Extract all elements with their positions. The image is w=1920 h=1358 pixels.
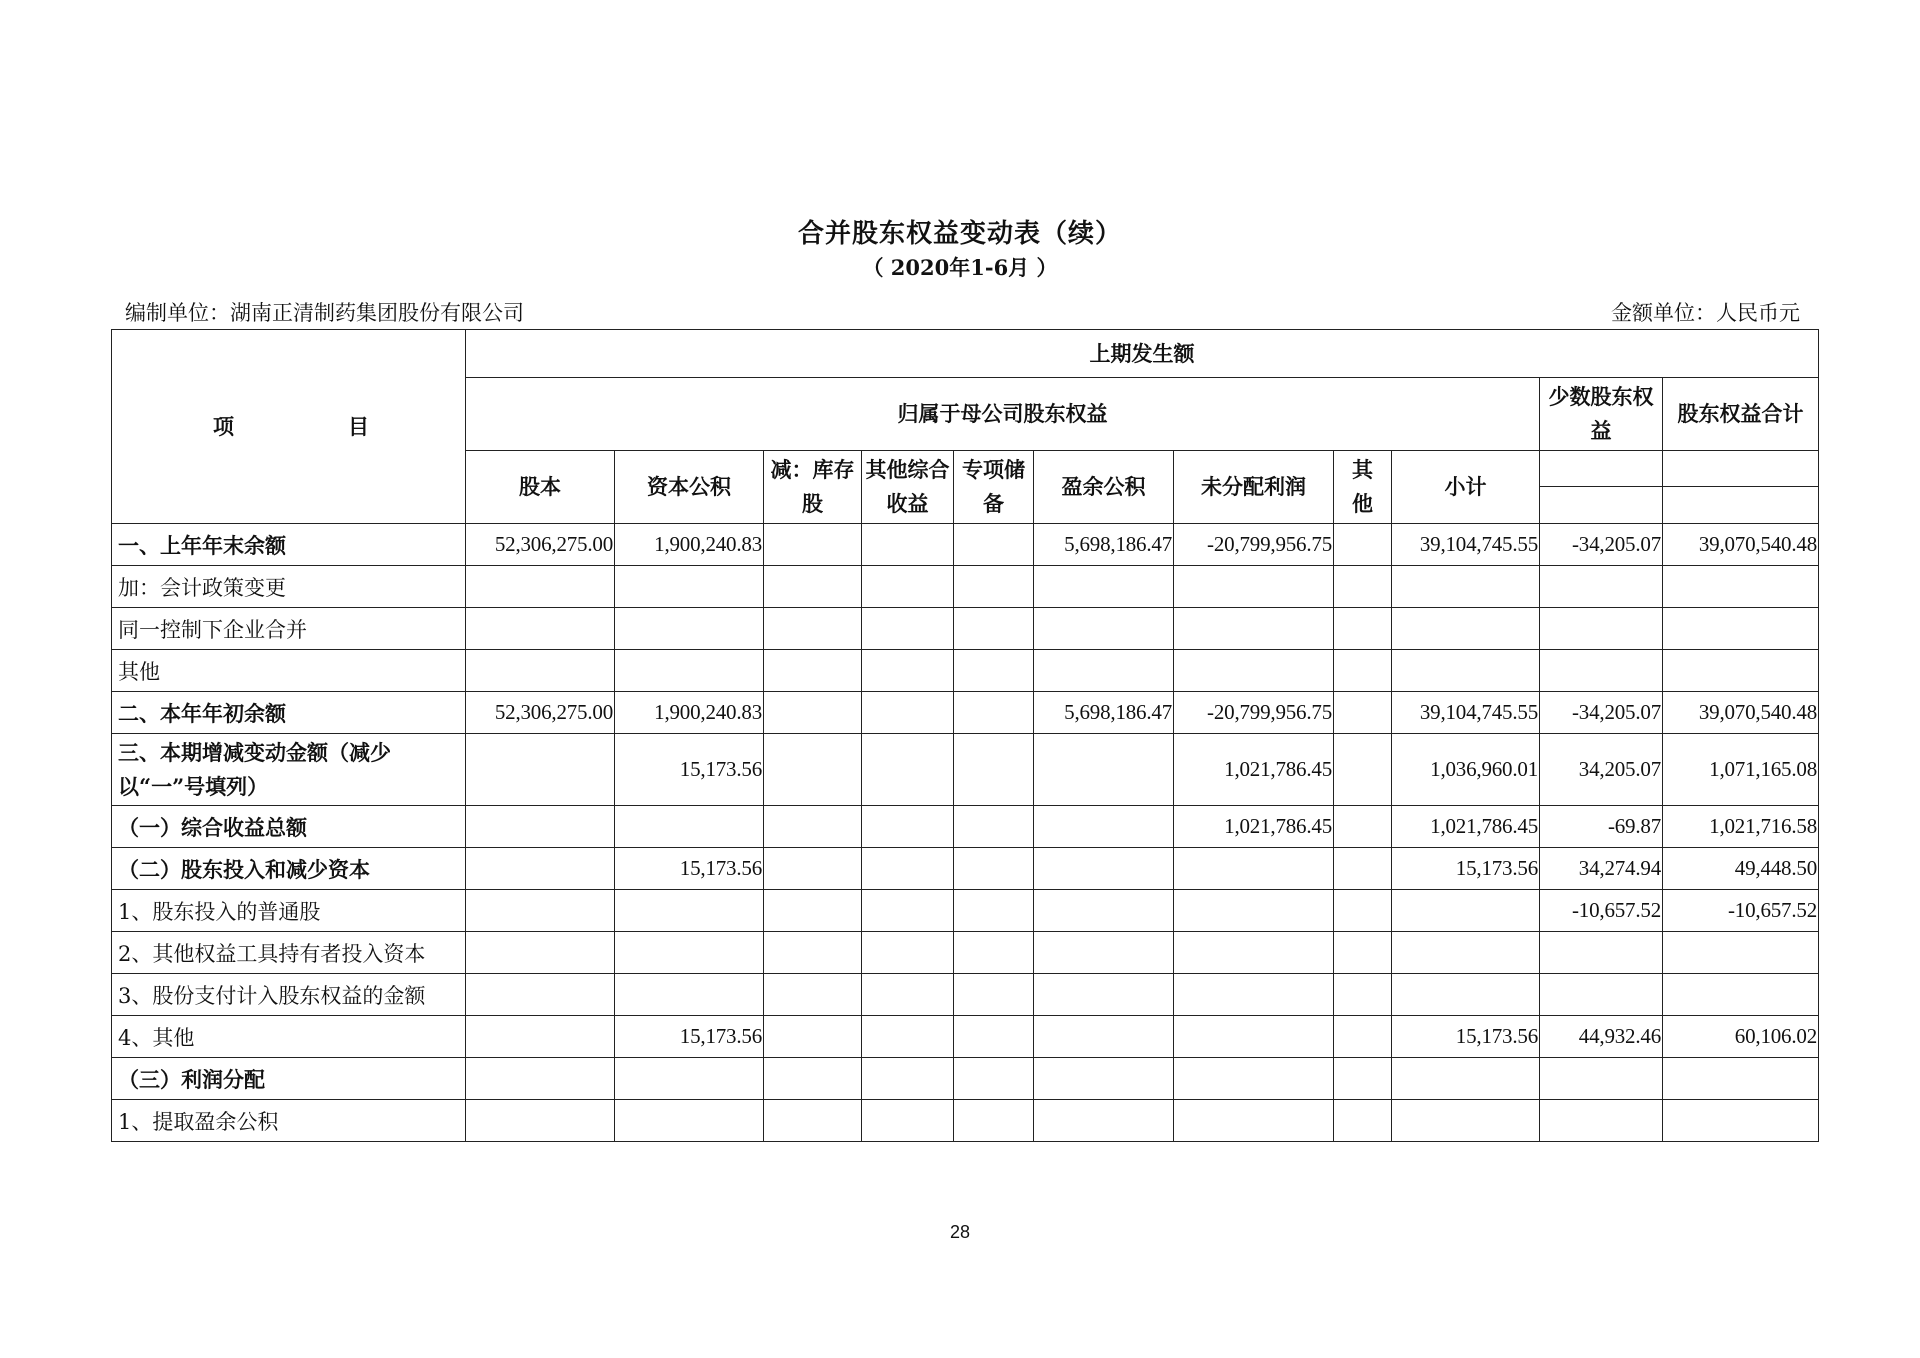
page-number: 28 xyxy=(949,1222,971,1242)
row-label: 其他 xyxy=(112,650,466,692)
value-cell: 15,173.56 xyxy=(615,734,764,806)
value-cell: 39,104,745.55 xyxy=(1392,524,1540,566)
value-cell xyxy=(954,1016,1034,1058)
company-name: 编制单位：湖南正清制药集团股份有限公司 xyxy=(125,301,524,325)
table-row xyxy=(112,1016,1819,1058)
value-cell xyxy=(954,806,1034,848)
row-label: 二、本年年初余额 xyxy=(112,692,466,734)
row-label: （二）股东投入和减少资本 xyxy=(112,848,466,890)
value-cell xyxy=(1174,566,1334,608)
value-cell xyxy=(1663,1058,1819,1100)
value-cell: 52,306,275.00 xyxy=(466,524,615,566)
value-cell: 15,173.56 xyxy=(615,1016,764,1058)
row-label: （一）综合收益总额 xyxy=(112,806,466,848)
value-cell xyxy=(954,1058,1034,1100)
value-cell xyxy=(862,932,954,974)
value-cell xyxy=(466,932,615,974)
value-cell xyxy=(764,566,862,608)
value-cell xyxy=(764,932,862,974)
value-cell xyxy=(615,806,764,848)
value-cell xyxy=(1663,974,1819,1016)
value-cell xyxy=(1174,1058,1334,1100)
value-cell xyxy=(764,692,862,734)
value-cell xyxy=(1334,650,1392,692)
row-label: 3、股份支付计入股东权益的金额 xyxy=(112,974,466,1016)
value-cell xyxy=(1392,890,1540,932)
value-cell xyxy=(862,806,954,848)
equity-change-table xyxy=(111,329,1819,1142)
value-cell: -20,799,956.75 xyxy=(1174,524,1334,566)
value-cell xyxy=(862,608,954,650)
row-label: 三、本期增减变动金额（减少以“一”号填列） xyxy=(112,734,466,806)
value-cell xyxy=(1174,890,1334,932)
value-cell: 60,106.02 xyxy=(1663,1016,1819,1058)
total-subheader-blank xyxy=(1663,451,1819,487)
value-cell xyxy=(954,890,1034,932)
value-cell xyxy=(1334,932,1392,974)
value-cell xyxy=(466,1016,615,1058)
col-header: 资本公积 xyxy=(615,451,764,524)
total-subheader-blank xyxy=(1663,487,1819,524)
value-cell xyxy=(1540,608,1663,650)
value-cell: 1,021,716.58 xyxy=(1663,806,1819,848)
value-cell xyxy=(466,806,615,848)
period-header: 上期发生额 xyxy=(466,330,1819,378)
value-cell: -20,799,956.75 xyxy=(1174,692,1334,734)
value-cell xyxy=(1334,1100,1392,1142)
value-cell xyxy=(764,848,862,890)
value-cell xyxy=(466,1100,615,1142)
row-label: 一、上年年末余额 xyxy=(112,524,466,566)
total-equity-header: 股东权益合计 xyxy=(1663,378,1819,451)
value-cell xyxy=(954,974,1034,1016)
value-cell xyxy=(1334,524,1392,566)
page-subtitle: （ 2020年1-6月 ） xyxy=(862,255,1058,280)
value-cell xyxy=(1392,566,1540,608)
value-cell: 49,448.50 xyxy=(1663,848,1819,890)
table-row xyxy=(112,734,1819,806)
page-title: 合并股东权益变动表（续） xyxy=(797,219,1122,249)
value-cell: 52,306,275.00 xyxy=(466,692,615,734)
value-cell xyxy=(1034,566,1174,608)
value-cell xyxy=(954,566,1034,608)
item-header-right: 目 xyxy=(348,413,369,439)
value-cell xyxy=(1334,608,1392,650)
value-cell xyxy=(1034,608,1174,650)
value-cell: 39,070,540.48 xyxy=(1663,692,1819,734)
row-label: 1、股东投入的普通股 xyxy=(112,890,466,932)
value-cell: 1,021,786.45 xyxy=(1392,806,1540,848)
value-cell: 1,071,165.08 xyxy=(1663,734,1819,806)
value-cell: 1,036,960.01 xyxy=(1392,734,1540,806)
table-row xyxy=(112,608,1819,650)
value-cell xyxy=(615,890,764,932)
table-row xyxy=(112,974,1819,1016)
value-cell xyxy=(862,566,954,608)
value-cell xyxy=(764,734,862,806)
item-header-left: 项 xyxy=(213,413,234,439)
col-header: 未分配利润 xyxy=(1174,451,1334,524)
col-header: 其他 xyxy=(1334,451,1392,524)
value-cell xyxy=(1034,1058,1174,1100)
value-cell: 1,900,240.83 xyxy=(615,524,764,566)
value-cell xyxy=(1334,974,1392,1016)
value-cell xyxy=(1034,806,1174,848)
row-label: 4、其他 xyxy=(112,1016,466,1058)
table-row xyxy=(112,524,1819,566)
currency-unit: 金额单位：人民币元 xyxy=(1611,301,1800,325)
value-cell xyxy=(764,650,862,692)
table-row xyxy=(112,848,1819,890)
value-cell: -69.87 xyxy=(1540,806,1663,848)
value-cell xyxy=(466,974,615,1016)
value-cell xyxy=(764,608,862,650)
value-cell xyxy=(615,1100,764,1142)
value-cell xyxy=(954,524,1034,566)
value-cell xyxy=(764,1016,862,1058)
value-cell xyxy=(862,692,954,734)
value-cell xyxy=(615,608,764,650)
minority-subheader-blank xyxy=(1540,487,1663,524)
value-cell: 34,274.94 xyxy=(1540,848,1663,890)
value-cell xyxy=(1334,1016,1392,1058)
table-row xyxy=(112,1100,1819,1142)
value-cell xyxy=(1334,806,1392,848)
value-cell xyxy=(1392,608,1540,650)
value-cell xyxy=(1392,1058,1540,1100)
table-row xyxy=(112,692,1819,734)
value-cell xyxy=(1540,650,1663,692)
value-cell xyxy=(466,734,615,806)
value-cell xyxy=(1034,848,1174,890)
value-cell xyxy=(764,974,862,1016)
value-cell xyxy=(1540,932,1663,974)
row-label: 1、提取盈余公积 xyxy=(112,1100,466,1142)
value-cell xyxy=(1663,650,1819,692)
value-cell xyxy=(862,650,954,692)
row-label: 加：会计政策变更 xyxy=(112,566,466,608)
value-cell xyxy=(1034,974,1174,1016)
value-cell xyxy=(1392,932,1540,974)
value-cell xyxy=(1174,1100,1334,1142)
value-cell xyxy=(954,734,1034,806)
value-cell xyxy=(1663,1100,1819,1142)
table-body xyxy=(112,524,1819,1142)
col-header: 盈余公积 xyxy=(1034,451,1174,524)
value-cell xyxy=(1174,848,1334,890)
value-cell xyxy=(1334,734,1392,806)
value-cell xyxy=(862,848,954,890)
value-cell xyxy=(466,566,615,608)
value-cell xyxy=(466,608,615,650)
col-header: 其他综合收益 xyxy=(862,451,954,524)
value-cell xyxy=(1334,566,1392,608)
row-label: 同一控制下企业合并 xyxy=(112,608,466,650)
value-cell xyxy=(1392,1100,1540,1142)
value-cell xyxy=(1540,1100,1663,1142)
value-cell: 39,070,540.48 xyxy=(1663,524,1819,566)
table-row xyxy=(112,650,1819,692)
value-cell xyxy=(764,890,862,932)
value-cell xyxy=(1334,1058,1392,1100)
value-cell: 1,900,240.83 xyxy=(615,692,764,734)
item-header-cell xyxy=(112,330,466,524)
value-cell xyxy=(954,650,1034,692)
value-cell xyxy=(615,566,764,608)
value-cell xyxy=(1034,1100,1174,1142)
value-cell: 44,932.46 xyxy=(1540,1016,1663,1058)
value-cell: -34,205.07 xyxy=(1540,692,1663,734)
value-cell xyxy=(1174,1016,1334,1058)
row-label: 2、其他权益工具持有者投入资本 xyxy=(112,932,466,974)
value-cell xyxy=(764,1100,862,1142)
value-cell: -10,657.52 xyxy=(1540,890,1663,932)
value-cell xyxy=(1174,974,1334,1016)
value-cell xyxy=(1034,932,1174,974)
value-cell xyxy=(1034,650,1174,692)
value-cell xyxy=(466,650,615,692)
value-cell xyxy=(1334,692,1392,734)
value-cell xyxy=(466,890,615,932)
value-cell xyxy=(764,806,862,848)
value-cell xyxy=(954,932,1034,974)
value-cell xyxy=(1540,974,1663,1016)
value-cell xyxy=(954,608,1034,650)
minority-subheader-blank xyxy=(1540,451,1663,487)
value-cell xyxy=(1334,848,1392,890)
value-cell: 1,021,786.45 xyxy=(1174,734,1334,806)
row-label: （三）利润分配 xyxy=(112,1058,466,1100)
value-cell xyxy=(1663,608,1819,650)
table-row xyxy=(112,890,1819,932)
value-cell: 15,173.56 xyxy=(615,848,764,890)
value-cell xyxy=(466,848,615,890)
value-cell xyxy=(1034,734,1174,806)
col-header: 减：库存股 xyxy=(764,451,862,524)
value-cell xyxy=(862,1100,954,1142)
value-cell xyxy=(1663,932,1819,974)
value-cell xyxy=(862,1058,954,1100)
col-header: 小计 xyxy=(1392,451,1540,524)
col-header: 股本 xyxy=(466,451,615,524)
value-cell xyxy=(615,974,764,1016)
table-row xyxy=(112,932,1819,974)
minority-header: 少数股东权益 xyxy=(1540,378,1663,451)
table-row xyxy=(112,566,1819,608)
value-cell xyxy=(1174,932,1334,974)
value-cell: 1,021,786.45 xyxy=(1174,806,1334,848)
value-cell xyxy=(862,524,954,566)
value-cell xyxy=(954,848,1034,890)
value-cell xyxy=(1392,974,1540,1016)
value-cell xyxy=(615,650,764,692)
value-cell xyxy=(466,1058,615,1100)
value-cell xyxy=(1174,608,1334,650)
value-cell xyxy=(954,692,1034,734)
value-cell xyxy=(1034,890,1174,932)
value-cell: 15,173.56 xyxy=(1392,1016,1540,1058)
value-cell xyxy=(1334,890,1392,932)
value-cell xyxy=(1034,1016,1174,1058)
value-cell xyxy=(862,1016,954,1058)
value-cell xyxy=(1174,650,1334,692)
value-cell xyxy=(1663,566,1819,608)
table-row xyxy=(112,1058,1819,1100)
value-cell: 34,205.07 xyxy=(1540,734,1663,806)
value-cell xyxy=(954,1100,1034,1142)
value-cell xyxy=(1392,650,1540,692)
value-cell xyxy=(764,1058,862,1100)
value-cell xyxy=(615,932,764,974)
value-cell: 5,698,186.47 xyxy=(1034,692,1174,734)
value-cell xyxy=(862,890,954,932)
col-header: 专项储备 xyxy=(954,451,1034,524)
value-cell xyxy=(615,1058,764,1100)
value-cell xyxy=(1540,566,1663,608)
value-cell: -10,657.52 xyxy=(1663,890,1819,932)
value-cell xyxy=(764,524,862,566)
value-cell: 39,104,745.55 xyxy=(1392,692,1540,734)
value-cell: 5,698,186.47 xyxy=(1034,524,1174,566)
value-cell xyxy=(1540,1058,1663,1100)
table-row xyxy=(112,806,1819,848)
value-cell xyxy=(862,974,954,1016)
value-cell: -34,205.07 xyxy=(1540,524,1663,566)
value-cell xyxy=(862,734,954,806)
value-cell: 15,173.56 xyxy=(1392,848,1540,890)
parent-equity-header: 归属于母公司股东权益 xyxy=(466,378,1540,451)
